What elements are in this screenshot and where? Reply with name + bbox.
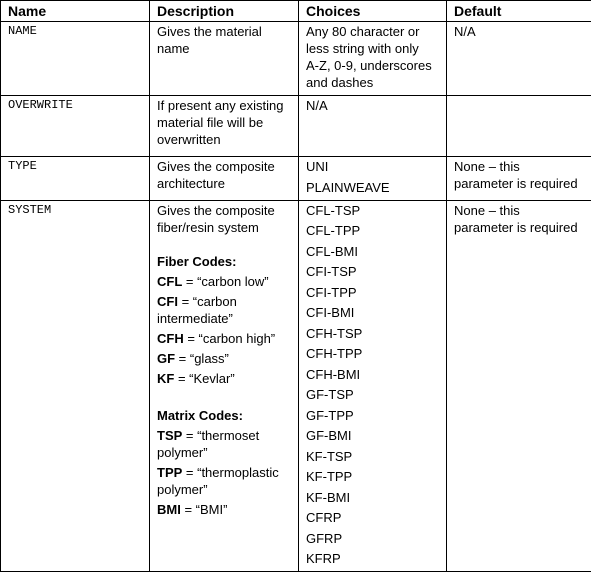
code-key: CFH <box>157 330 184 346</box>
description-line: fiber/resin system <box>157 219 259 235</box>
code-value: = “Kevlar” <box>174 370 235 386</box>
code-key: GF <box>157 350 176 366</box>
code-key: TPP <box>157 464 183 480</box>
code-value: = “carbon high” <box>183 330 276 346</box>
choice-line: GF-BMI <box>306 428 352 443</box>
code-key: BMI <box>157 501 181 517</box>
choice-line: A-Z, 0-9, underscores <box>306 58 432 73</box>
fiber-code-item <box>157 330 292 347</box>
choice-line: CFI-BMI <box>306 305 355 320</box>
table-row <box>1 96 591 157</box>
choice-line: CFH-TPP <box>306 346 363 361</box>
default-line: None – this <box>454 202 520 218</box>
choice-line: and dashes <box>306 75 374 90</box>
code-value: = “thermoset polymer” <box>157 427 260 460</box>
fiber-codes-heading: Fiber Codes: <box>157 253 237 269</box>
fiber-code-item <box>157 273 292 290</box>
default-line: N/A <box>454 24 476 39</box>
choice-line: GF-TPP <box>306 407 354 423</box>
choice-line: CFL-BMI <box>306 243 358 259</box>
description-line: material file will be <box>157 115 264 130</box>
choice-line: CFI-TSP <box>306 264 357 279</box>
spacer <box>157 236 292 253</box>
table-row <box>1 200 591 572</box>
code-value: = “BMI” <box>180 501 228 517</box>
choice-line: CFL-TSP <box>306 202 361 218</box>
param-default <box>447 22 591 96</box>
param-default <box>447 200 591 572</box>
choice-line: CFRP <box>306 510 342 525</box>
fiber-code-item <box>157 370 292 387</box>
choice-line: KFRP <box>306 551 341 566</box>
param-default <box>447 96 591 157</box>
header-choices: Choices <box>299 1 447 22</box>
table-row <box>1 157 591 201</box>
header-description: Description <box>150 1 299 22</box>
param-description <box>150 22 299 96</box>
choice-line: CFL-TPP <box>306 223 361 238</box>
code-key: CFL <box>157 273 183 289</box>
choice-line: UNI <box>306 159 329 174</box>
description-line: Gives the composite <box>157 159 275 174</box>
header-row <box>1 1 591 22</box>
param-description <box>150 157 299 201</box>
description-line: If present any existing <box>157 98 284 113</box>
param-default <box>447 157 591 201</box>
param-choices <box>299 96 447 157</box>
fiber-code-item <box>157 293 292 327</box>
description-line: overwritten <box>157 132 221 147</box>
param-name: TYPE <box>1 157 150 201</box>
code-value: = “glass” <box>175 350 229 366</box>
choice-line: GF-TSP <box>306 387 354 402</box>
description-line: Gives the composite <box>157 202 275 218</box>
choice-line: KF-BMI <box>306 489 351 505</box>
param-choices <box>299 157 447 201</box>
description-line: name <box>157 41 190 56</box>
param-name: OVERWRITE <box>1 96 150 157</box>
choice-line: Any 80 character or <box>306 24 420 39</box>
default-line: None – this <box>454 159 520 174</box>
code-key: TSP <box>157 427 183 443</box>
description-line: architecture <box>157 176 225 191</box>
code-key: CFI <box>157 293 178 309</box>
header-default: Default <box>447 1 591 22</box>
code-value: = “thermoplastic polymer” <box>157 464 279 497</box>
param-name: SYSTEM <box>1 200 150 572</box>
param-description <box>150 96 299 157</box>
default-line: parameter is required <box>454 176 578 191</box>
code-key: KF <box>157 370 175 386</box>
spacer <box>157 390 292 407</box>
choice-line: PLAINWEAVE <box>306 179 390 195</box>
matrix-code-item <box>157 501 292 518</box>
choice-line: CFH-TSP <box>306 325 363 341</box>
matrix-code-item <box>157 464 292 498</box>
param-description <box>150 200 299 572</box>
param-choices <box>299 22 447 96</box>
code-value: = “carbon intermediate” <box>157 293 237 326</box>
description-line: Gives the material <box>157 24 262 39</box>
choice-line: N/A <box>306 98 328 113</box>
choice-line: GFRP <box>306 530 343 546</box>
choice-line: KF-TPP <box>306 469 353 484</box>
param-choices <box>299 200 447 572</box>
matrix-code-item <box>157 427 292 461</box>
matrix-codes-heading: Matrix Codes: <box>157 407 243 423</box>
default-line: parameter is required <box>454 219 578 235</box>
choice-line: less string with only <box>306 41 419 56</box>
header-name: Name <box>1 1 150 22</box>
code-value: = “carbon low” <box>182 273 269 289</box>
fiber-code-item <box>157 350 292 367</box>
param-name: NAME <box>1 22 150 96</box>
choice-line: CFI-TPP <box>306 284 357 300</box>
choice-line: KF-TSP <box>306 448 353 464</box>
table-row <box>1 22 591 96</box>
choice-line: CFH-BMI <box>306 366 361 382</box>
